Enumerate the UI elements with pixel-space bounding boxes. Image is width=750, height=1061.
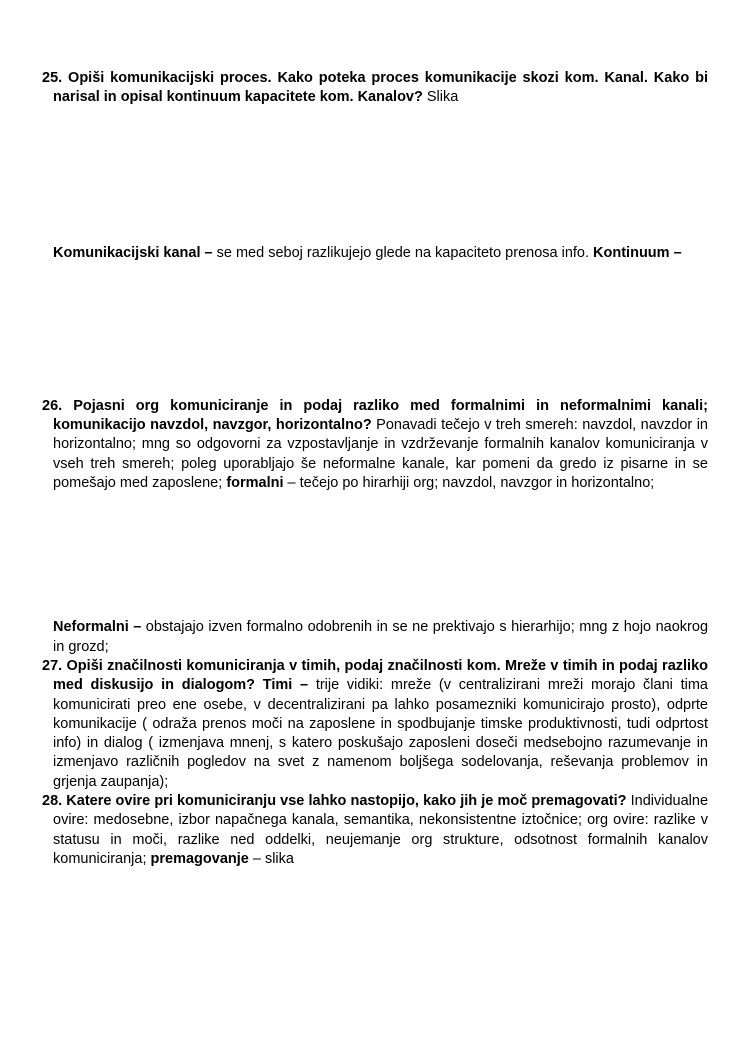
item-number-25: 25. xyxy=(42,70,63,86)
item-text-27: Opiši značilnosti komuniciranja v timih, podaj značilnosti kom. Mreže v timih in podaj razliko med diskusijo in dialogom? Timi – trije vidiki: mreže (v centralizirani mreži morajo člani tima komunicirati preo ene osebe, v decentralizirani pa lahko posamezniki komunicirajo prosto), odprte komunikacije ( odraža prenos moči na zaposlene in spodbujanje timske produktivnosti, tudi odprtost info) in dialog ( izmenjava mnenj, s katero poskušajo zaposleni doseči medsebojno razumevanje in izmenjavo različnih pogledov na svet z namenom boljšega sodelovanja, reševanja problemov in grjenja zaupanja); xyxy=(53,657,708,790)
image-placeholder-formalni-kanali xyxy=(42,493,708,618)
question-item-28 xyxy=(42,792,708,869)
image-placeholder-kontinuum xyxy=(42,263,708,397)
item-text-26: Pojasni org komuniciranje in podaj razliko med formalnimi in neformalnimi kanali; komunikacijo navzdol, navzgor, horizontalno? Ponavadi tečejo v treh smereh: navzdol, navzdor in horizontalno; mng so odgovorni za vzpostavljanje in vzdrževanje formalnih kanalov komuniciranja v vseh treh smereh; poleg uporabljajo še neformalne kanale, kar pomeni da gredo iz pisarne in se pomešajo med zaposlene; formalni – tečejo po hirarhiji org; navzdol, navzgor in horizontalno; xyxy=(53,397,708,492)
paragraph-komunikacijski-kanal: Komunikacijski kanal – se med seboj razlikujejo glede na kapaciteto prenosa info. Kontinuum – xyxy=(53,244,682,261)
image-placeholder-slika-kanali xyxy=(42,108,708,244)
item-text-28: Katere ovire pri komuniciranju vse lahko nastopijo, kako jih je moč premagovati? Individualne ovire: medosebne, izbor napačnega kanala, semantika, nekonsistentne iztočnice; org ovire: razlike v statusu in moči, razlike ned oddelki, neujemanje org strukture, odsotnost formalnih kanalov komuniciranja; premagovanje – slika xyxy=(53,793,709,867)
item-text-25: Opiši komunikacijski proces. Kako poteka proces komunikacije skozi kom. Kanal. Kako bi narisal in opisal kontinuum kapacitete kom. Kanalov? Slika xyxy=(53,70,708,106)
paragraph-neformalni: Neformalni – obstajajo izven formalno odobrenih in se ne prektivajo s hierarhijo; mng z hojo naokrog in grozd; xyxy=(53,619,709,655)
item-number-26: 26. xyxy=(42,397,63,414)
item-number-28: 28. xyxy=(42,793,63,810)
question-item-27 xyxy=(42,657,708,792)
question-item-25 xyxy=(42,69,708,108)
item-number-27: 27. xyxy=(42,657,63,674)
question-item-26 xyxy=(42,397,708,493)
